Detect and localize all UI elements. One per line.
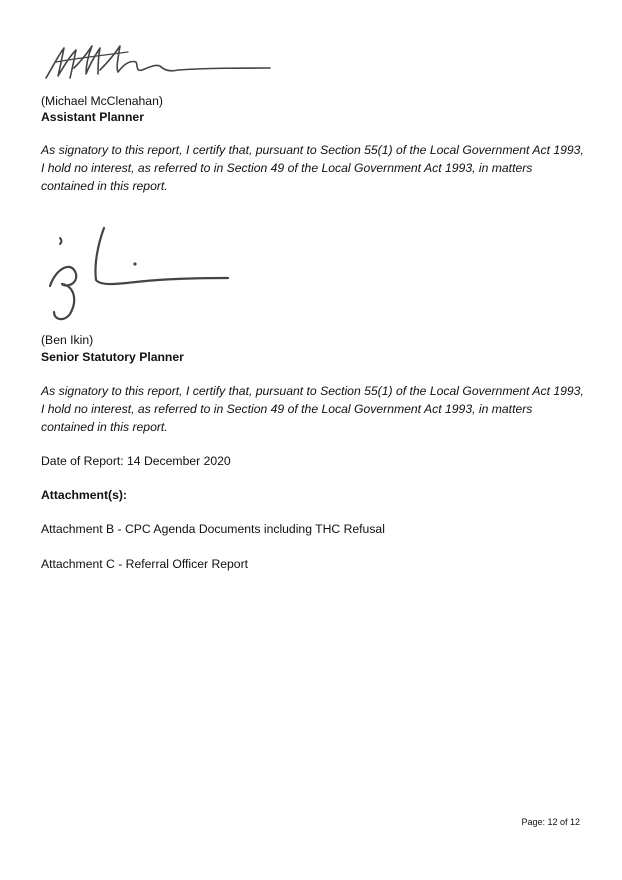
signatory-2-statement: As signatory to this report, I certify that, pursuant to Section 55(1) of the Local Government Act 1993, I hold no interest, as referred to in Section 49 of the Local Government Act 1993, in matters contained in this report. (41, 384, 584, 434)
signature-ben-ikin (38, 224, 238, 324)
attachment-item-b: Attachment B - CPC Agenda Documents including THC Refusal (41, 522, 385, 536)
report-date: Date of Report: 14 December 2020 (41, 454, 231, 468)
page-number: Page: 12 of 12 (521, 817, 580, 827)
attachments-heading: Attachment(s): (41, 488, 127, 502)
signature-michael-mcclenahan (38, 38, 278, 88)
signatory-1-statement: As signatory to this report, I certify that, pursuant to Section 55(1) of the Local Government Act 1993, I hold no interest, as referred to in Section 49 of the Local Government Act 1993, in matters contained in this report. (41, 143, 584, 193)
signatory-1-title: Assistant Planner (41, 110, 144, 124)
attachment-item-c: Attachment C - Referral Officer Report (41, 557, 249, 571)
signatory-2-name: (Ben Ikin) (41, 333, 94, 347)
signatory-2-title: Senior Statutory Planner (41, 350, 184, 364)
signatory-1-name: (Michael McClenahan) (41, 94, 163, 108)
